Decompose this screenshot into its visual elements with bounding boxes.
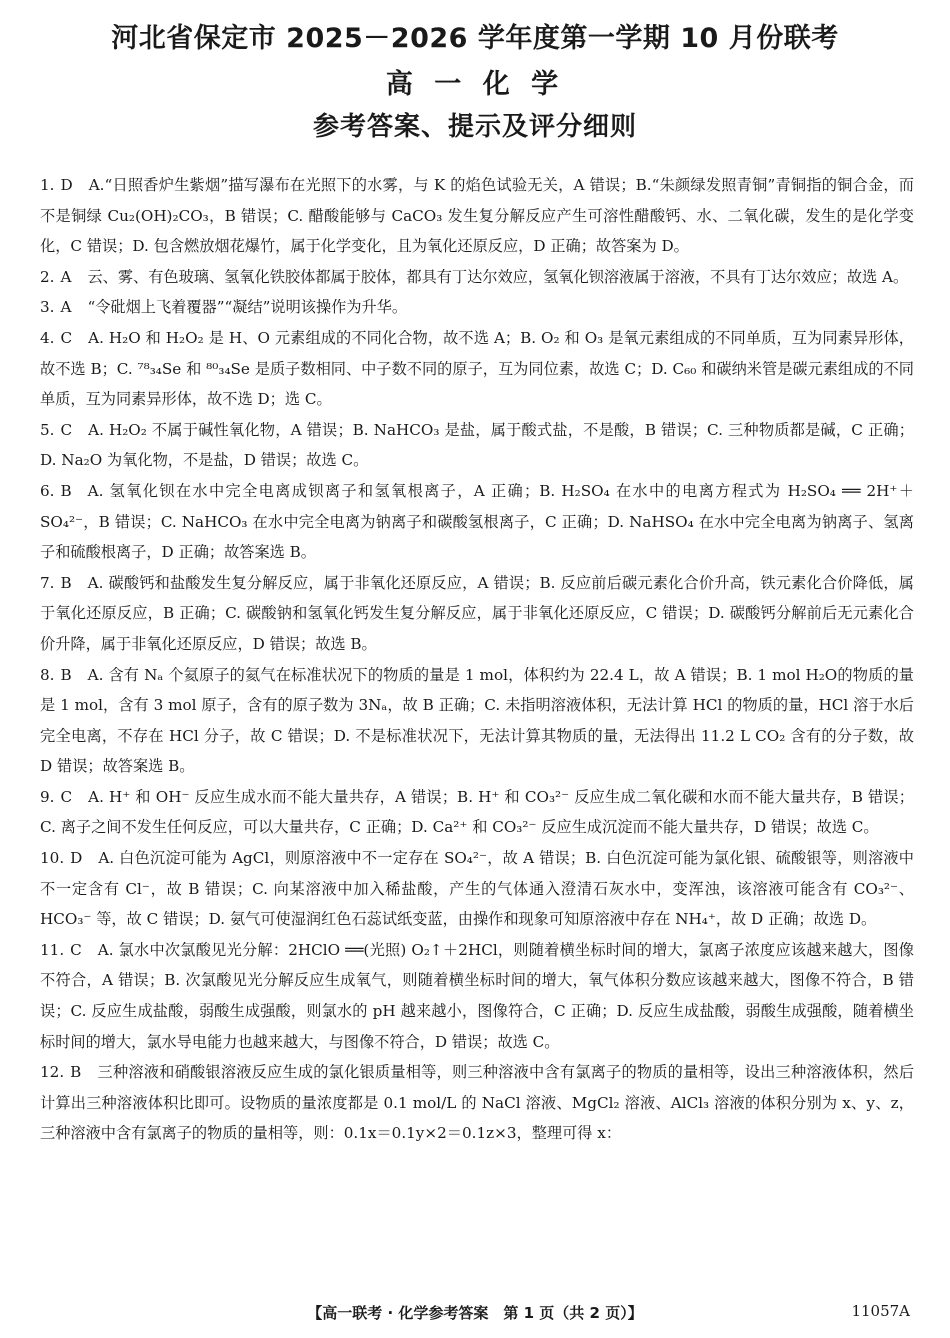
question-number: 7. (40, 573, 55, 592)
answer-explanation: A.“日照香炉生紫烟”描写瀑布在光照下的水雾，与 K 的焰色试验无关，A 错误；B.“朱颜绿发照青铜”青铜指的铜合金，而不是铜绿 Cu₂(OH)₂CO₃，B 错误；C. 醋酸能够与 CaCO₃ 发生复分解反应产生可溶性醋酸钙、水、二氧化碳，发生的是化学变化，C 错误；D. 包含燃放烟花爆竹，属于化学变化，且为氧化还原反应，D 正确；故答案为 D。 (40, 176, 914, 256)
answer-item (40, 1057, 914, 1149)
exam-title: 河北省保定市 2025－2026 学年度第一学期 10 月份联考 (111, 23, 839, 54)
answer-choice: A (60, 267, 72, 286)
answer-explanation: 云、雾、有色玻璃、氢氧化铁胶体都属于胶体，都具有丁达尔效应，氢氧化钡溶液属于溶液，不具有丁达尔效应；故选 A。 (87, 267, 909, 286)
page-footer (0, 1298, 950, 1328)
answer-item (40, 170, 914, 262)
answer-choice: C (60, 328, 73, 347)
question-number: 5. (40, 420, 55, 439)
answer-choice: B (70, 1063, 82, 1082)
answer-item (40, 476, 914, 568)
subject-title: 高 一 化 学 (385, 69, 565, 100)
question-number: 8. (40, 665, 55, 684)
question-number: 1. (40, 176, 55, 194)
footer-doc-code: 11057A (851, 1302, 910, 1320)
answer-item (40, 292, 914, 323)
answer-explanation: A. H₂O₂ 不属于碱性氧化物，A 错误；B. NaHCO₃ 是盐，属于酸式盐，不是酸，B 错误；C. 三种物质都是碱，C 正确；D. Na₂O 为氧化物，不是盐，D 错误；故选 C。 (40, 420, 914, 470)
answer-explanation: 三种溶液和硝酸银溶液反应生成的氯化银质量相等，则三种溶液中含有氯离子的物质的量相等，设出三种溶液体积，然后计算出三种溶液体积比即可。设物质的量浓度都是 0.1 mol/L 的 NaCl 溶液、MgCl₂ 溶液、AlCl₃ 溶液的体积分别为 x、y、z，三种溶液中含有氯离子的物质的量相等，则：0.1x＝0.1y×2＝0.1z×3，整理可得 x： (40, 1063, 914, 1143)
question-number: 11. (40, 940, 65, 959)
answer-choice: C (60, 787, 73, 806)
answer-explanation: A. 碳酸钙和盐酸发生复分解反应，属于非氧化还原反应，A 错误；B. 反应前后碳元素化合价升高，铁元素化合价降低，属于氧化还原反应，B 正确；C. 碳酸钠和氢氧化钙发生复分解反应，属于非氧化还原反应，C 错误；D. 碳酸钙分解前后无元素化合价升降，属于非氧化还原反应，D 错误；故选 B。 (40, 573, 914, 653)
answer-list (40, 170, 914, 1149)
answer-choice: A (60, 298, 72, 317)
answer-choice: B (60, 573, 72, 592)
question-number: 2. (40, 267, 55, 286)
answer-item (40, 843, 914, 935)
footer-page-info: 【高一联考 · 化学参考答案 第 1 页（共 2 页）】 (307, 1304, 643, 1322)
question-number: 6. (40, 481, 55, 500)
answer-explanation: A. 氢氧化钡在水中完全电离成钡离子和氢氧根离子，A 正确；B. H₂SO₄ 在水中的电离方程式为 H₂SO₄ ══ 2H⁺＋SO₄²⁻，B 错误；C. NaHCO₃ 在水中完全电离为钠离子和碳酸氢根离子，C 正确；D. NaHSO₄ 在水中完全电离为钠离子、氢离子和硫酸根离子，D 正确；故答案选 B。 (40, 481, 914, 562)
answer-item (40, 262, 914, 293)
answer-choice: B (60, 481, 72, 500)
answer-explanation: “令砒烟上飞着覆器”“凝结”说明该操作为升华。 (87, 298, 408, 317)
question-number: 4. (40, 328, 55, 347)
answer-explanation: A. 氯水中次氯酸见光分解：2HClO ══(光照) O₂↑＋2HCl，则随着横坐标时间的增大，氯离子浓度应该越来越大，图像不符合，A 错误；B. 次氯酸见光分解反应生成氧气，则随着横坐标时间的增大，氧气体积分数应该越来越大，图像不符合，B 错误；C. 反应生成盐酸，弱酸生成强酸，则氯水的 pH 越来越小，图像符合，C 正确；D. 反应生成盐酸，弱酸生成强酸，随着横坐标时间的增大，氯水导电能力也越来越大，与图像不符合，D 错误；故选 C。 (40, 940, 914, 1051)
question-number: 9. (40, 787, 55, 806)
document-subtitle: 参考答案、提示及评分细则 (312, 112, 637, 142)
answer-choice: B (60, 665, 72, 684)
answer-explanation: A. H₂O 和 H₂O₂ 是 H、O 元素组成的不同化合物，故不选 A；B. O₂ 和 O₃ 是氧元素组成的不同单质，互为同素异形体，故不选 B；C. ⁷⁸₃₄Se 和 ⁸⁰₃₄Se 是质子数相同、中子数不同的原子，互为同位素，故选 C；D. C₆₀ 和碳纳米管是碳元素组成的不同单质，互为同素异形体，故不选 D；选 C。 (40, 328, 914, 409)
question-number: 12. (40, 1063, 65, 1082)
answer-item (40, 782, 914, 843)
answer-explanation: A. H⁺ 和 OH⁻ 反应生成水而不能大量共存，A 错误；B. H⁺ 和 CO₃²⁻ 反应生成二氧化碳和水而不能大量共存，B 错误；C. 离子之间不发生任何反应，可以大量共存，C 正确；D. Ca²⁺ 和 CO₃²⁻ 反应生成沉淀而不能大量共存，D 错误；故选 C。 (40, 787, 914, 837)
question-number: 3. (40, 298, 55, 317)
answer-choice: C (70, 940, 82, 959)
answer-explanation: A. 白色沉淀可能为 AgCl，则原溶液中不一定存在 SO₄²⁻，故 A 错误；B. 白色沉淀可能为氯化银、硫酸银等，则溶液中不一定含有 Cl⁻，故 B 错误；C. 向某溶液中加入稀盐酸，产生的气体通入澄清石灰水中，变浑浊，该溶液可能含有 CO₃²⁻、HCO₃⁻ 等，故 C 错误；D. 氨气可使湿润红色石蕊试纸变蓝，由操作和现象可知原溶液中存在 NH₄⁺，故 D 正确；故选 D。 (40, 849, 914, 929)
answer-item (40, 568, 914, 660)
answer-explanation: A. 含有 Nₐ 个氦原子的氦气在标准状况下的物质的量是 1 mol，体积约为 22.4 L，故 A 错误；B. 1 mol H₂O的物质的量是 1 mol，含有 3 mol 原子，含有的原子数为 3Nₐ，故 B 正确；C. 未指明溶液体积，无法计算 HCl 的物质的量，HCl 溶于水后完全电离，不存在 HCl 分子，故 C 错误；D. 不是标准状况下，无法计算其物质的量，无法得出 11.2 L CO₂ 含有的分子数，故 D 错误；故答案选 B。 (40, 665, 914, 776)
answer-item (40, 935, 914, 1057)
answer-choice: C (60, 420, 73, 439)
answer-item (40, 415, 914, 476)
answer-choice: D (70, 849, 83, 868)
question-number: 10. (40, 849, 65, 868)
answer-item (40, 660, 914, 782)
answer-choice: D (60, 176, 73, 194)
answer-item (40, 323, 914, 415)
